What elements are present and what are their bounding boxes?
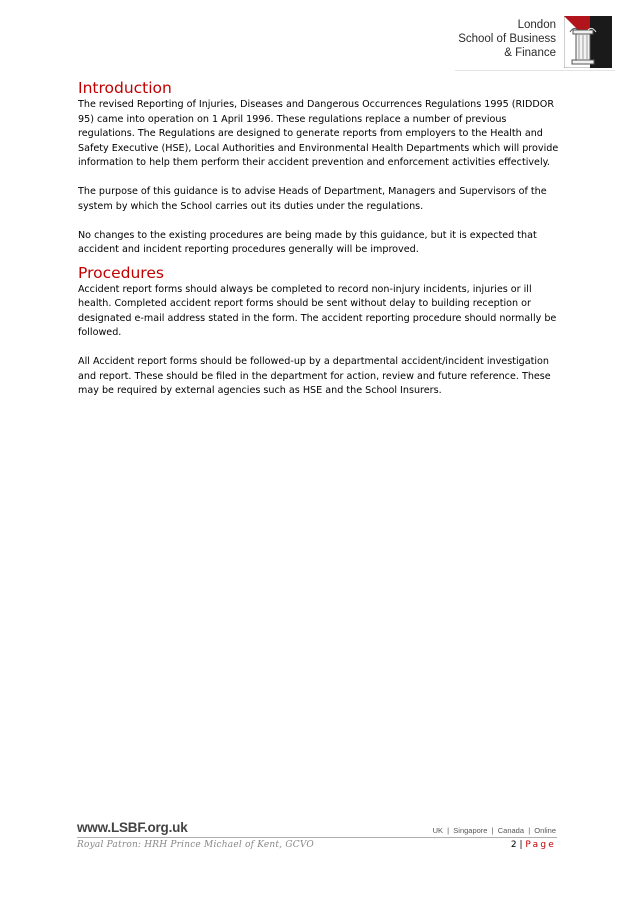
document-body [78, 78, 564, 399]
website-url[interactable] [77, 820, 188, 835]
page-number-value: 2 [510, 840, 517, 850]
procedures-paragraph-2: All Accident report forms should be followed-up by a departmental accident/incident investigation and report. These should be filed in the department for action, review and future reference. These may be required by external agencies such as HSE and the School Insurers. [78, 356, 551, 396]
column-logo-icon [564, 16, 612, 68]
page-number-separator: | [516, 840, 526, 850]
url-prefix: www. [77, 820, 111, 835]
procedures-heading: Procedures [78, 263, 164, 282]
footer-divider [77, 837, 557, 838]
url-suffix: .org.uk [143, 820, 188, 835]
procedures-section [78, 263, 564, 399]
page-word: Page [525, 840, 556, 850]
procedures-paragraph-1: Accident report forms should always be completed to record non-injury incidents, injuries or ill health. Completed accident report forms should be sent without delay to building reception or designated e-mail address stated in the form. The accident reporting procedure should normally be followed. [78, 283, 557, 338]
logo-line-1: London [517, 19, 556, 31]
school-logo-text [446, 18, 556, 60]
page-number [511, 840, 556, 850]
introduction-paragraph-1: The revised Reporting of Injuries, Diseases and Dangerous Occurrences Regulations 1995 (RIDDOR 95) came into operation on 1 April 1996. These regulations replace a number of previous regulations. The Regulations are designed to generate reports from employers to the Health and Safety Executive (HSE), Local Authorities and Environmental Health Departments which will provide information to help them perform their accident prevention and enforcement activities effectively. [78, 99, 559, 168]
logo-line-3: & Finance [504, 47, 556, 59]
introduction-heading: Introduction [78, 79, 172, 97]
introduction-paragraph-3: No changes to the existing procedures are being made by this guidance, but it is expected that accident and incident reporting procedures generally will be improved. [78, 229, 537, 255]
logo-line-2: School of Business [458, 33, 556, 45]
introduction-section [78, 78, 564, 258]
introduction-paragraph-2: The purpose of this guidance is to advise Heads of Department, Managers and Supervisors of the system by which the School carries out its duties under the regulations. [78, 186, 547, 212]
url-brand: LSBF [110, 820, 144, 835]
royal-patron-line: Royal Patron: HRH Prince Michael of Kent, GCVO [77, 840, 314, 850]
header-divider [455, 70, 615, 71]
footer-regions: UK | Singapore | Canada | Online [432, 826, 556, 835]
